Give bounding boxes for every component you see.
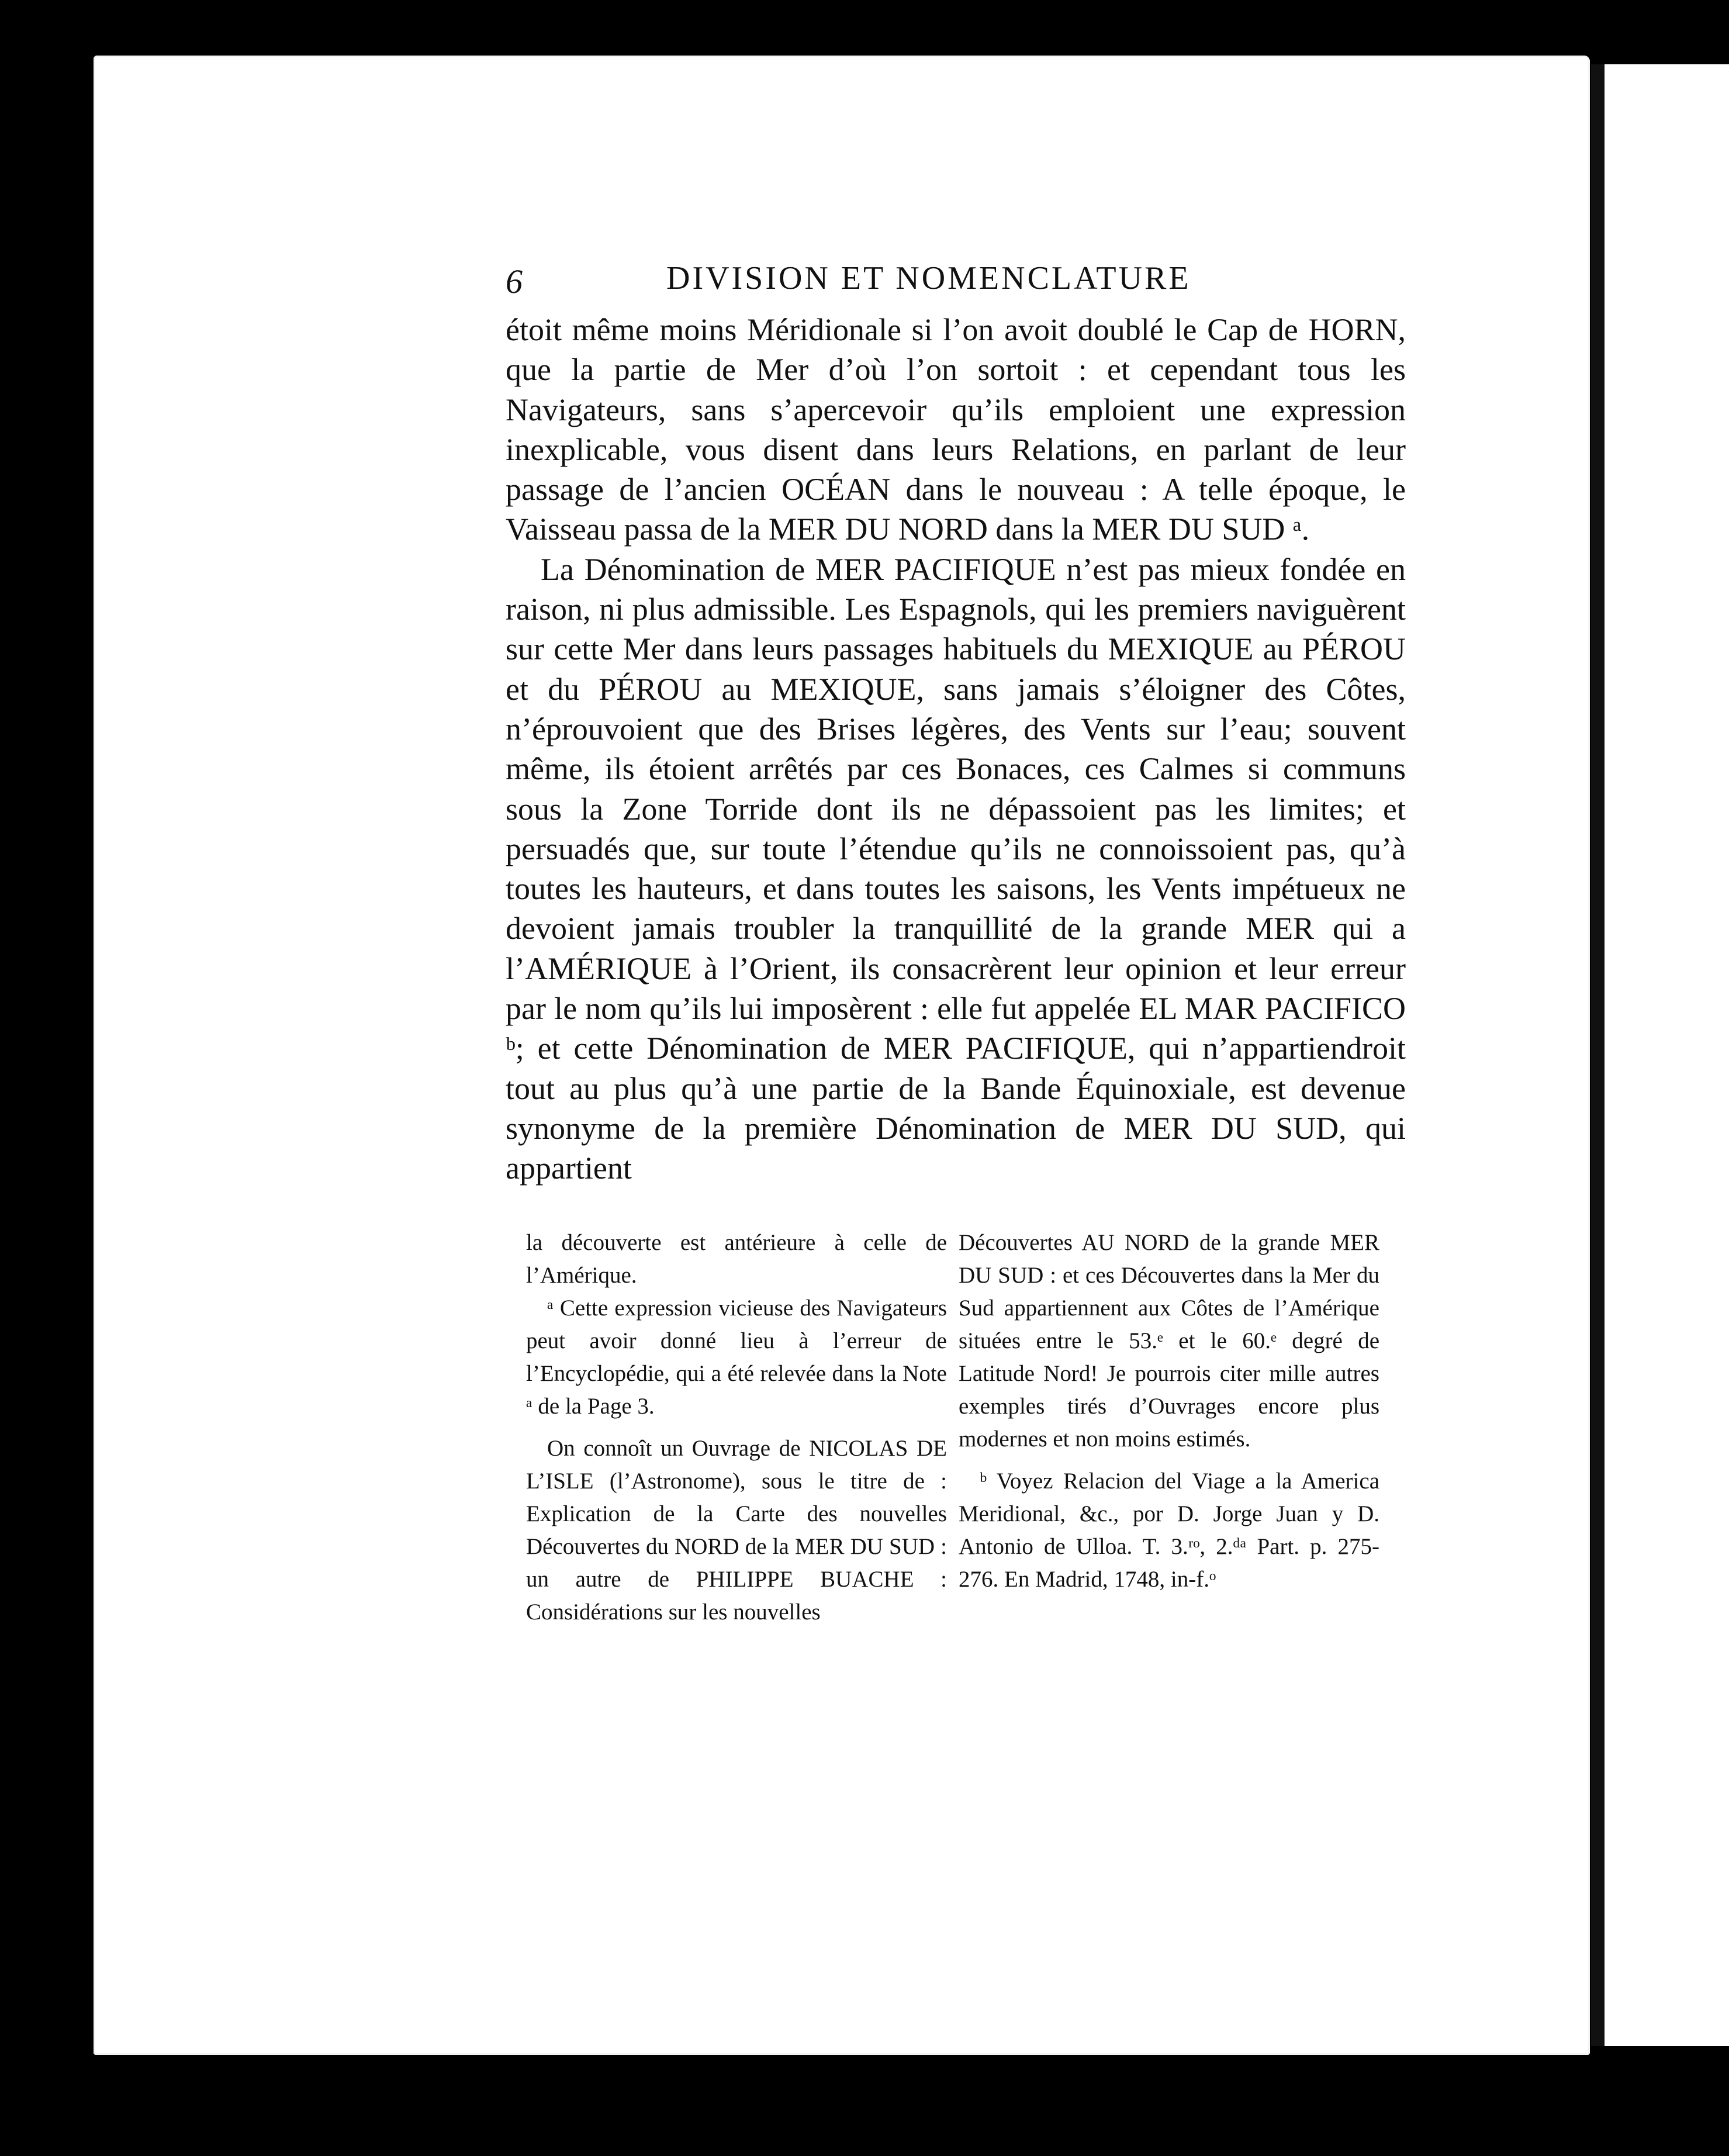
footnote-b: ᵇ Voyez Relacion del Viage a la America Meridional, &c., por D. Jorge Juan y D. Antonio de Ulloa. T. 3.ʳᵒ, 2.ᵈᵃ Part. p. 275-276. En Madrid, 1748, in-f.ᵒ (959, 1469, 1379, 1592)
footnote-a: ᵃ Cette expression vicieuse des Navigateurs peut avoir donné lieu à l’erreur de l’Encyclopédie, qui a été relevée dans la Note ᵃ de la Page 3. (526, 1295, 947, 1419)
body-paragraph: étoit même moins Méridionale si l’on avoit doublé le Cap de HORN, que la partie de Mer d’où l’on sortoit : et cependant tous les Navigateurs, sans s’apercevoir qu’ils emploient une expression inexplicable, vous disent dans leurs Relations, en parlant de leur passage de l’ancien OCÉAN dans le nouveau : A telle époque, le Vaisseau passa de la MER DU NORD dans la MER DU SUD ᵃ. (506, 312, 1406, 547)
footnote-continuation: la découverte est antérieure à celle de l’Amérique. (526, 1230, 947, 1288)
footnote-text: On connoît un Ouvrage de NICOLAS DE L’ISLE (l’Astronome), sous le titre de : Explication de la Carte des nouvelles Découvertes du NORD de la MER DU SUD : un autre de PHILIPPE BUACHE : Considérations sur les nouvelles (526, 1436, 947, 1625)
footnote-column-right (959, 1226, 1379, 1629)
page-number: 6 (506, 262, 525, 300)
facing-page-edge (1604, 64, 1729, 2046)
body-paragraph: La Dénomination de MER PACIFIQUE n’est pas mieux fondée en raison, ni plus admissible. Les Espagnols, qui les premiers naviguèrent sur cette Mer dans leurs passages habituels du MEXIQUE au PÉROU et du PÉROU au MEXIQUE, sans jamais s’éloigner des Côtes, n’éprouvoient que des Brises légères, des Vents sur l’eau; souvent même, ils étoient arrêtés par ces Bonaces, ces Calmes si communs sous la Zone Torride dont ils ne dépassoient pas les limites; et persuadés que, sur toute l’étendue qu’ils ne connoissoient pas, qu’à toutes les hauteurs, et dans toutes les saisons, les Vents impétueux ne devoient jamais troubler la tranquillité de la grande MER qui a l’AMÉRIQUE à l’Orient, ils consacrèrent leur opinion et leur erreur par le nom qu’ils lui imposèrent : elle fut appelée EL MAR PACIFICO ᵇ; et cette Dénomination de MER PACIFIQUE, qui n’appartiendroit tout au plus qu’à une partie de la Bande Équinoxiale, est devenue synonyme de la première Dénomination de MER DU SUD, qui appartient (506, 551, 1406, 1186)
main-text (506, 310, 1406, 1188)
footnotes (526, 1226, 1379, 1629)
running-head (506, 257, 1406, 310)
page-gutter (1591, 64, 1604, 2046)
footnote-text: Découvertes AU NORD de la grande MER DU SUD : et ces Découvertes dans la Mer du Sud appartiennent aux Côtes de l’Amérique situées entre le 53.ᵉ et le 60.ᵉ degré de Latitude Nord! Je pourrois citer mille autres exemples tirés d’Ouvrages encore plus modernes et non moins estimés. (959, 1230, 1379, 1452)
page-content (506, 257, 1406, 1188)
running-title: DIVISION ET NOMENCLATURE (666, 260, 1191, 296)
footnote-column-left (526, 1226, 947, 1629)
